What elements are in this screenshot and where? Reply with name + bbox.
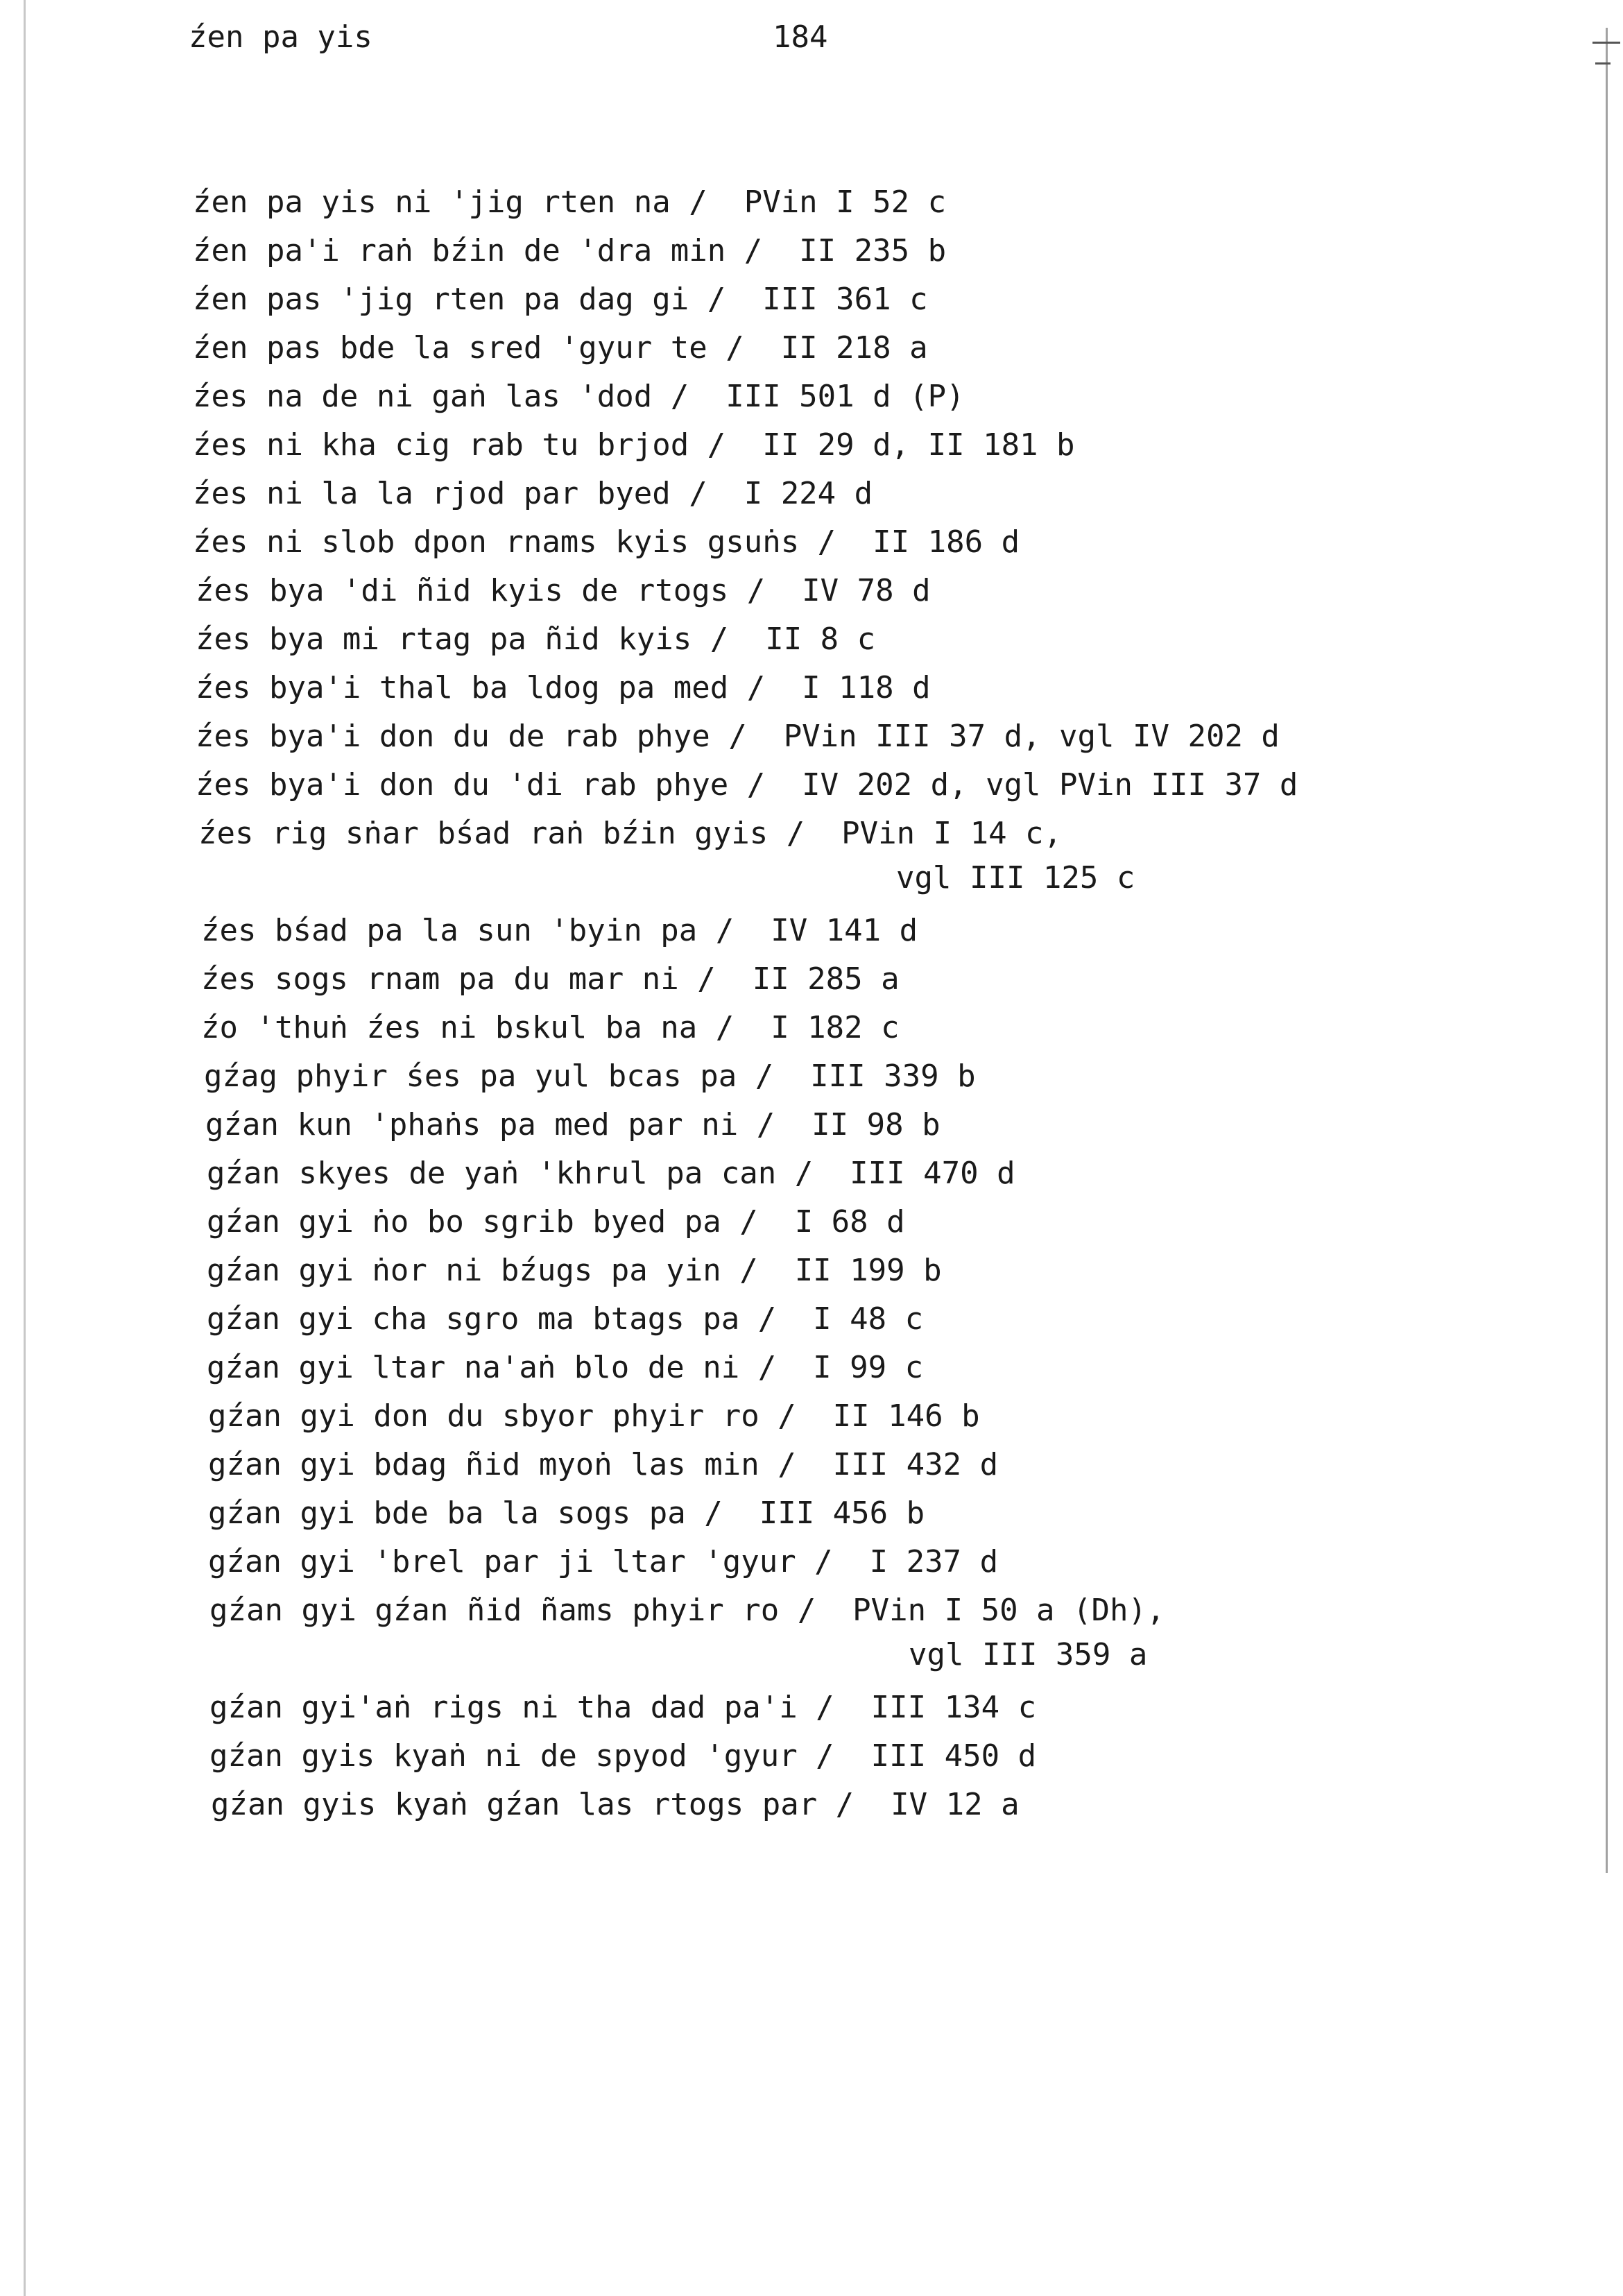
index-entry bbox=[207, 1158, 1015, 1189]
index-entry bbox=[193, 187, 946, 218]
index-entry-text: źes bya'i don du 'di rab phye / IV 202 d, vgl PVin III 37 d bbox=[196, 767, 1298, 803]
index-entry-text: gźan gyi gźan ñid ñams phyir ro / PVin I 50 a (Dh), bbox=[209, 1593, 1165, 1628]
index-entry bbox=[207, 1253, 942, 1288]
index-entry-text: źes ni la la rjod par byed / I 224 d bbox=[193, 476, 873, 511]
index-entry bbox=[208, 1398, 980, 1434]
index-entry bbox=[208, 1498, 925, 1529]
index-entry-text: źes bya'i thal ba ldog pa med / I 118 d bbox=[196, 670, 931, 705]
index-entry bbox=[207, 1204, 905, 1240]
index-entry-text: gźan gyi don du sbyor phyir ro / II 146 b bbox=[208, 1398, 980, 1434]
index-entry bbox=[204, 1061, 976, 1092]
index-entry bbox=[193, 284, 928, 315]
index-entry-text: źes bya mi rtag pa ñid kyis / II 8 c bbox=[196, 622, 876, 657]
index-entry-text: gźan gyis kyaṅ ni de spyod 'gyur / III 450 d bbox=[209, 1738, 1037, 1774]
index-entry-text: źes bya 'di ñid kyis de rtogs / IV 78 d bbox=[196, 573, 931, 608]
index-entry bbox=[196, 670, 931, 705]
index-entry-text: gźan gyi bde ba la sogs pa / III 456 b bbox=[208, 1496, 925, 1531]
index-entry bbox=[196, 624, 875, 655]
index-entry-text: gźan gyi ṅor ni bźugs pa yin / II 199 b bbox=[207, 1253, 942, 1288]
index-entry-text: gźan gyi cha sgro ma btags pa / I 48 c bbox=[207, 1301, 924, 1337]
index-entry bbox=[196, 721, 1280, 752]
index-entry-text: gźan skyes de yaṅ 'khrul pa can / III 470 d bbox=[207, 1156, 1015, 1191]
index-entry-text: źen pas 'jig rten pa dag gi / III 361 c bbox=[193, 282, 928, 317]
index-entry bbox=[193, 330, 928, 366]
index-entry bbox=[193, 427, 1075, 463]
index-entry bbox=[207, 1301, 924, 1337]
index-entry bbox=[209, 1690, 1037, 1725]
index-entry-text: źo 'thuṅ źes ni bskul ba na / I 182 c bbox=[201, 1010, 900, 1045]
index-entry-text: gźan gyi bdag ñid myoṅ las min / III 432 d bbox=[208, 1447, 999, 1482]
index-entry bbox=[193, 524, 1020, 560]
index-entry-text: gźan gyi 'brel par ji ltar 'gyur / I 237 d bbox=[208, 1544, 999, 1579]
index-entry-text: gźan gyis kyaṅ gźan las rtogs par / IV 12 a bbox=[211, 1787, 1020, 1822]
index-entry bbox=[196, 767, 1298, 803]
index-entry-text: źes bśad pa la sun 'byin pa / IV 141 d bbox=[201, 913, 918, 948]
index-entry bbox=[193, 379, 965, 414]
index-entry-text: źes rig sṅar bśad raṅ bźin gyis / PVin I 14 c, bbox=[198, 816, 1063, 851]
index-entry-text: gźan gyi ṅo bo sgrib byed pa / I 68 d bbox=[207, 1204, 905, 1240]
index-entry-text: źen pa'i raṅ bźin de 'dra min / II 235 b bbox=[193, 233, 947, 268]
index-entry bbox=[196, 573, 931, 608]
index-entry-text: źes sogs rnam pa du mar ni / II 285 a bbox=[201, 961, 900, 997]
index-entry-text: źes bya'i don du de rab phye / PVin III 37 d, vgl IV 202 d bbox=[196, 719, 1280, 754]
index-entry-text: źes ni slob dpon rnams kyis gsuṅs / II 186 d bbox=[193, 524, 1020, 560]
index-entry bbox=[201, 913, 918, 948]
index-entry-text: gźan kun 'phaṅs pa med par ni / II 98 b bbox=[205, 1107, 941, 1142]
index-entry bbox=[205, 1107, 941, 1142]
index-entry-text: źes ni kha cig rab tu brjod / II 29 d, II 181 b bbox=[193, 427, 1075, 463]
index-entry bbox=[207, 1350, 924, 1385]
index-entry bbox=[193, 476, 873, 511]
index-entry-text: gźag phyir śes pa yul bcas pa / III 339 b bbox=[204, 1059, 976, 1094]
index-entry bbox=[193, 233, 947, 268]
index-entry bbox=[209, 1738, 1037, 1774]
index-entry bbox=[208, 1447, 999, 1482]
index-entry-text: gźan gyi'aṅ rigs ni tha dad pa'i / III 134 c bbox=[209, 1690, 1037, 1725]
index-entry bbox=[209, 1595, 1165, 1670]
index-entry bbox=[198, 816, 1135, 896]
index-entry bbox=[211, 1787, 1020, 1822]
index-entry-continuation: vgl III 359 a bbox=[909, 1637, 1148, 1672]
index-entry bbox=[208, 1544, 999, 1579]
index-entry-text: gźan gyi ltar na'aṅ blo de ni / I 99 c bbox=[207, 1350, 924, 1385]
running-head: źen pa yis bbox=[189, 19, 372, 55]
index-entry bbox=[201, 961, 900, 997]
index-entry-text: źen pa yis ni 'jig rten na / PVin I 52 c bbox=[193, 185, 947, 220]
index-entry-text: źes na de ni gaṅ las 'dod / III 501 d (P) bbox=[193, 379, 965, 414]
index-entry-text: źen pas bde la sred 'gyur te / II 218 a bbox=[193, 330, 928, 366]
index-entry-continuation: vgl III 125 c bbox=[896, 860, 1135, 896]
index-entry bbox=[201, 1010, 900, 1045]
page-number: 184 bbox=[773, 19, 828, 55]
